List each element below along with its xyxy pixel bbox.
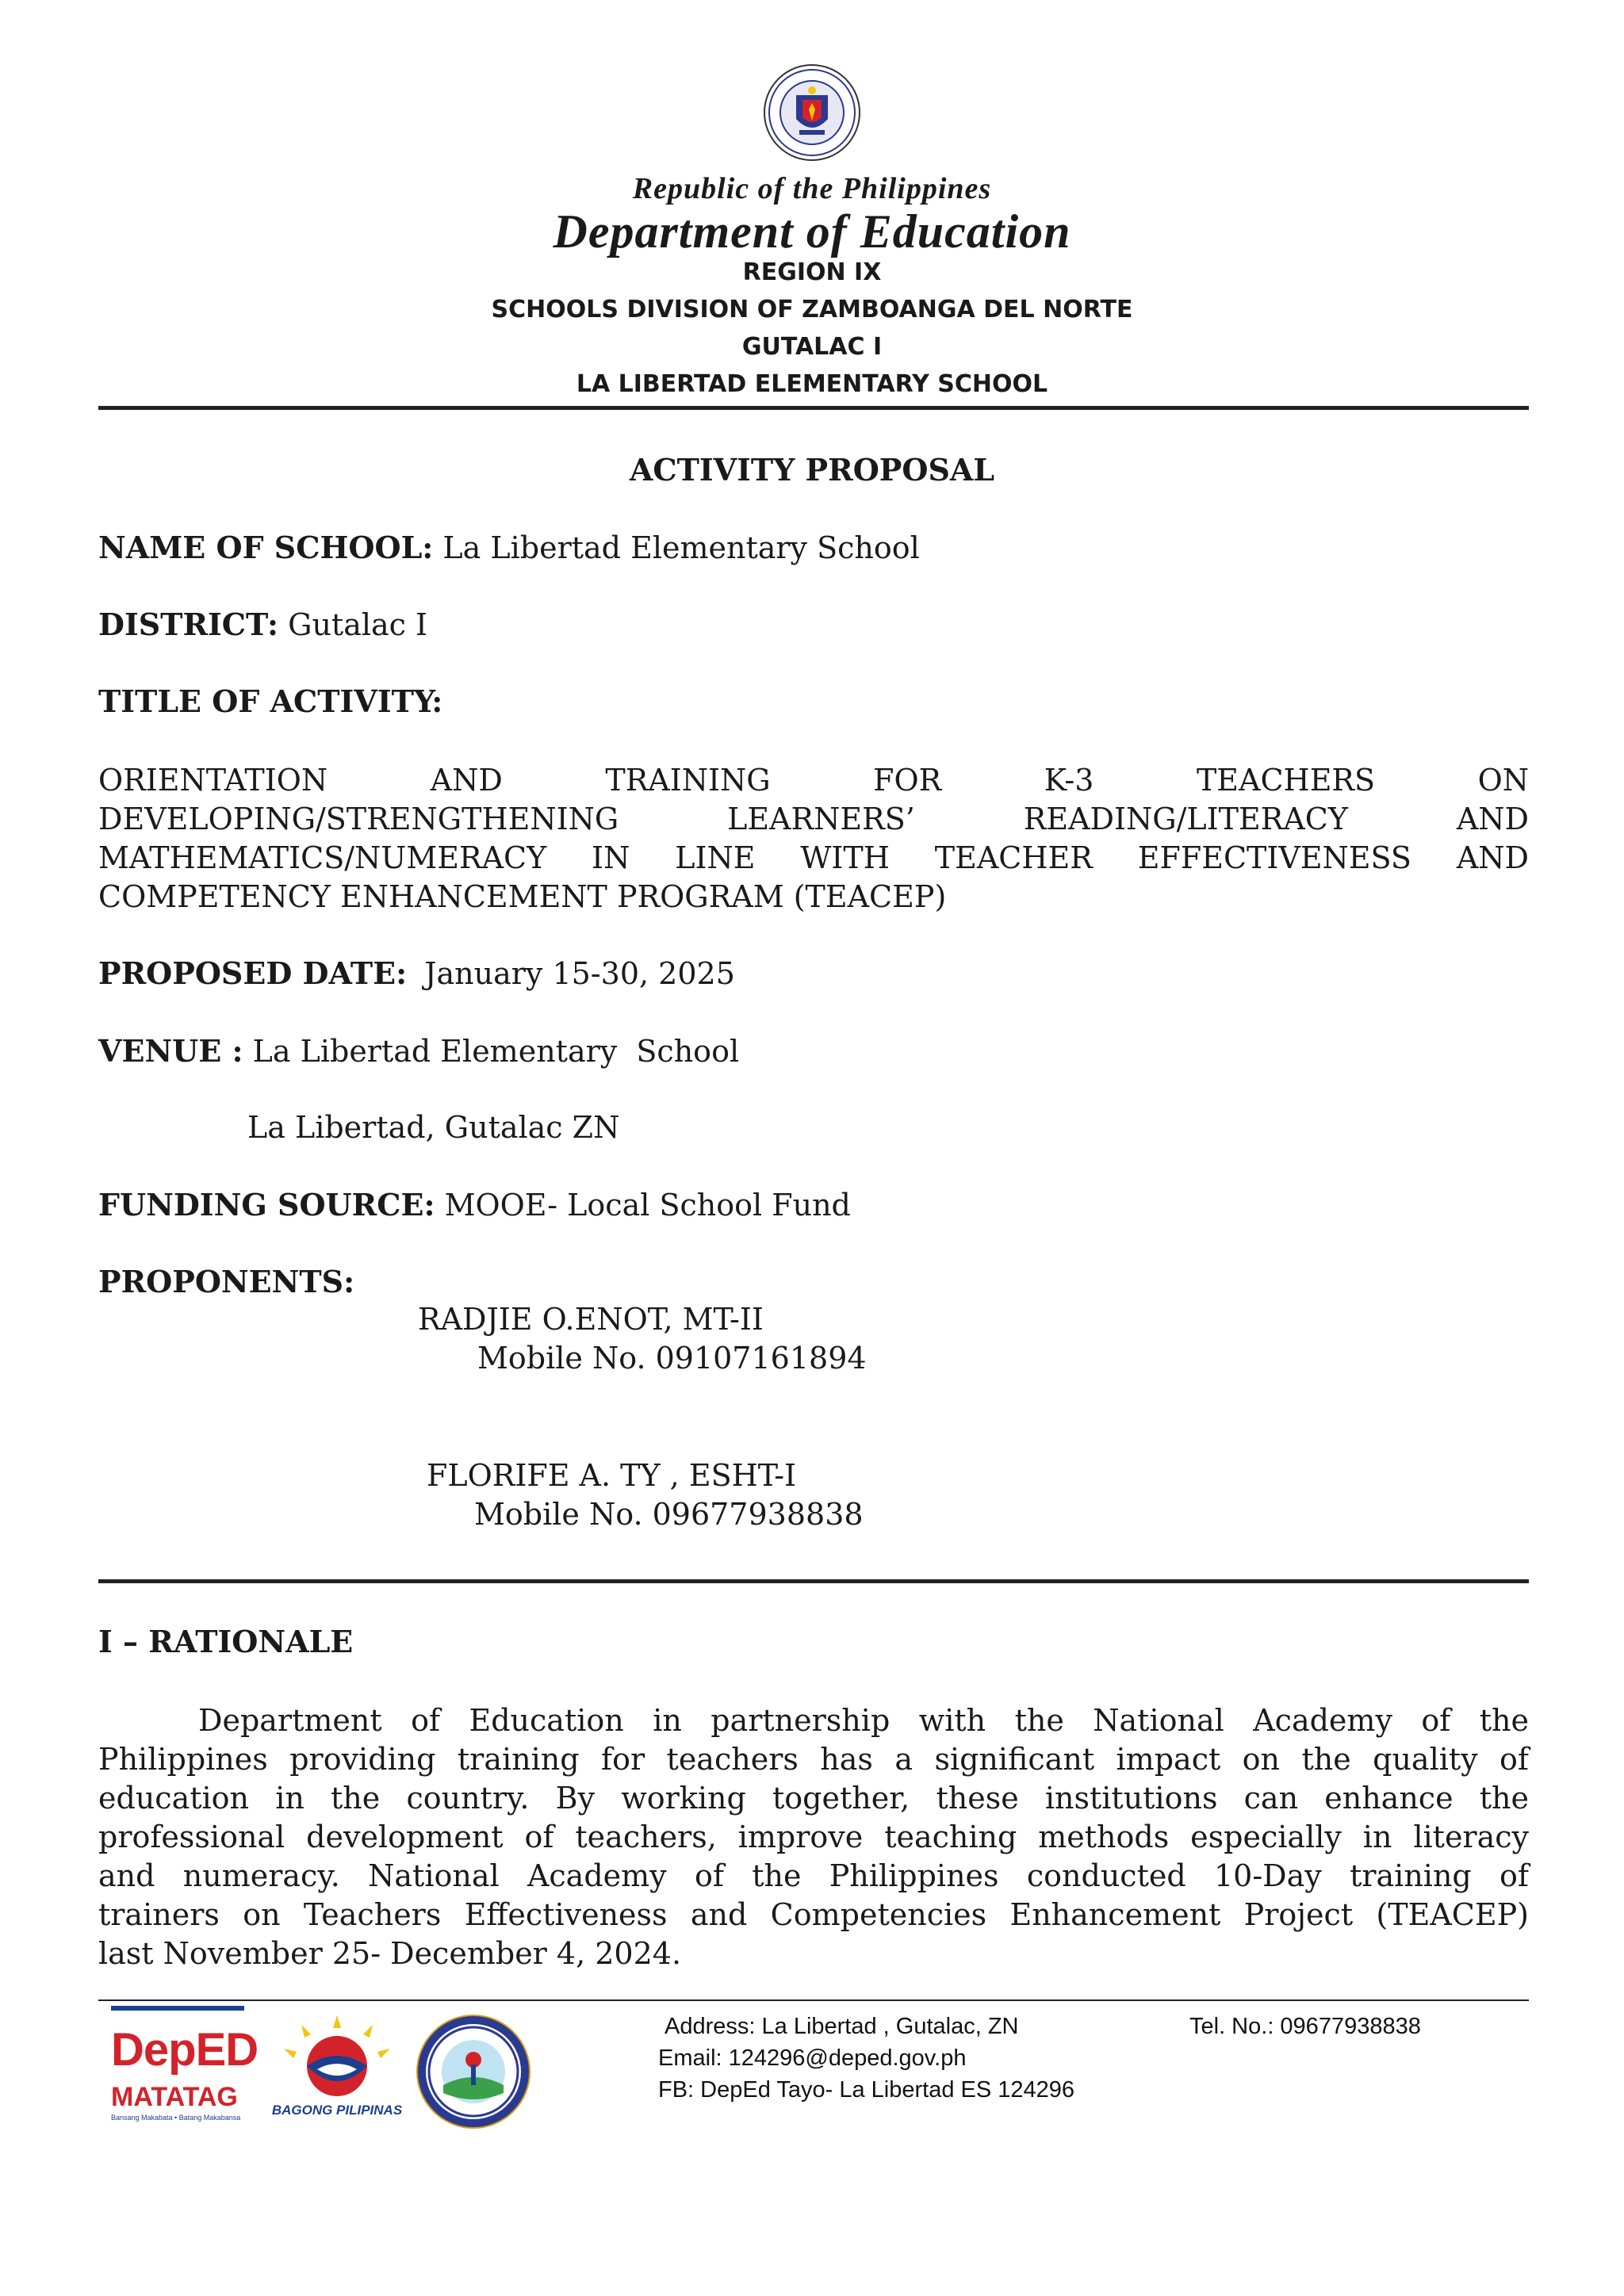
name-of-school-row bbox=[98, 530, 920, 565]
activity-title-line: ORIENTATION AND TRAINING FOR K-3 TEACHERS ON bbox=[98, 763, 1529, 798]
proposed-date-label: PROPOSED DATE: bbox=[98, 955, 408, 991]
venue-value: La Libertad Elementary School bbox=[252, 1034, 740, 1069]
deped-matatag-logo bbox=[108, 2006, 259, 2125]
proposed-date-row bbox=[98, 955, 735, 991]
proponents-label: PROPONENTS: bbox=[98, 1264, 355, 1299]
school-line: LA LIBERTAD ELEMENTARY SCHOOL bbox=[576, 370, 1048, 398]
name-of-school-value: La Libertad Elementary School bbox=[442, 530, 920, 565]
funding-label: FUNDING SOURCE: bbox=[98, 1187, 435, 1223]
deped-seal bbox=[763, 63, 861, 162]
republic-heading: Republic of the Philippines bbox=[632, 172, 992, 205]
name-of-school-label: NAME OF SCHOOL: bbox=[98, 530, 434, 565]
footer-divider bbox=[98, 1999, 1529, 2001]
matatag-tagline: Bansang Makabata • Batang Makabansa bbox=[111, 2114, 241, 2122]
district-line: GUTALAC I bbox=[741, 333, 883, 361]
district-row bbox=[98, 607, 427, 642]
document-title: ACTIVITY PROPOSAL bbox=[629, 452, 995, 488]
section-divider bbox=[98, 1579, 1529, 1583]
title-of-activity-label: TITLE OF ACTIVITY: bbox=[98, 683, 443, 719]
logo-top-bar bbox=[111, 2006, 244, 2011]
proposed-date-value: January 15-30, 2025 bbox=[424, 956, 735, 991]
footer-address: Address: La Libertad , Gutalac, ZN bbox=[665, 2014, 1019, 2039]
rationale-line: Philippines providing training for teachers has a significant impact on the quality of bbox=[98, 1742, 1529, 1777]
proponent-mobile: Mobile No. 09107161894 bbox=[477, 1341, 867, 1376]
proponent-mobile: Mobile No. 09677938838 bbox=[474, 1497, 864, 1532]
deped-wordmark: DepED bbox=[111, 2024, 259, 2076]
rationale-line: education in the country. By working together, these institutions can enhance the bbox=[98, 1781, 1529, 1816]
matatag-wordmark: MATATAG bbox=[111, 2082, 238, 2112]
activity-title-line: COMPETENCY ENHANCEMENT PROGRAM (TEACEP) bbox=[98, 879, 947, 914]
funding-value: MOOE- Local School Fund bbox=[444, 1188, 851, 1223]
venue-label: VENUE : bbox=[98, 1033, 243, 1069]
bagong-pilipinas-logo bbox=[270, 2014, 404, 2125]
district-value: Gutalac I bbox=[288, 607, 428, 642]
district-label: DISTRICT: bbox=[98, 607, 278, 642]
rationale-line: last November 25- December 4, 2024. bbox=[98, 1936, 682, 1971]
rationale-line: and numeracy. National Academy of the Philippines conducted 10-Day training of bbox=[98, 1858, 1529, 1893]
rationale-line: Department of Education in partnership with the National Academy of the bbox=[198, 1703, 1529, 1738]
bagong-pilipinas-text: BAGONG PILIPINAS bbox=[271, 2103, 403, 2118]
rationale-heading: I – RATIONALE bbox=[98, 1624, 354, 1659]
activity-title-line: DEVELOPING/STRENGTHENING LEARNERS’ READING/LITERACY AND bbox=[98, 802, 1529, 836]
funding-row bbox=[98, 1187, 851, 1223]
footer-facebook: FB: DepEd Tayo- La Libertad ES 124296 bbox=[658, 2077, 1075, 2103]
division-line: SCHOOLS DIVISION OF ZAMBOANGA DEL NORTE bbox=[491, 296, 1133, 323]
footer-tel: Tel. No.: 09677938838 bbox=[1189, 2014, 1421, 2039]
venue-row bbox=[98, 1033, 739, 1069]
region-line: REGION IX bbox=[742, 258, 882, 286]
header-divider bbox=[98, 406, 1529, 410]
proponent-name: FLORIFE A. TY , ESHT-I bbox=[427, 1458, 797, 1493]
proponent-name: RADJIE O.ENOT, MT-II bbox=[418, 1302, 764, 1337]
rationale-line: professional development of teachers, improve teaching methods especially in literacy bbox=[98, 1820, 1529, 1854]
rationale-line: trainers on Teachers Effectiveness and Competencies Enhancement Project (TEACEP) bbox=[98, 1897, 1529, 1932]
department-heading: Department of Education bbox=[553, 205, 1071, 258]
division-seal bbox=[416, 2014, 531, 2130]
venue-address: La Libertad, Gutalac ZN bbox=[247, 1110, 620, 1145]
footer-email: Email: 124296@deped.gov.ph bbox=[658, 2045, 967, 2071]
activity-title-line: MATHEMATICS/NUMERACY IN LINE WITH TEACHER EFFECTIVENESS AND bbox=[98, 840, 1529, 875]
